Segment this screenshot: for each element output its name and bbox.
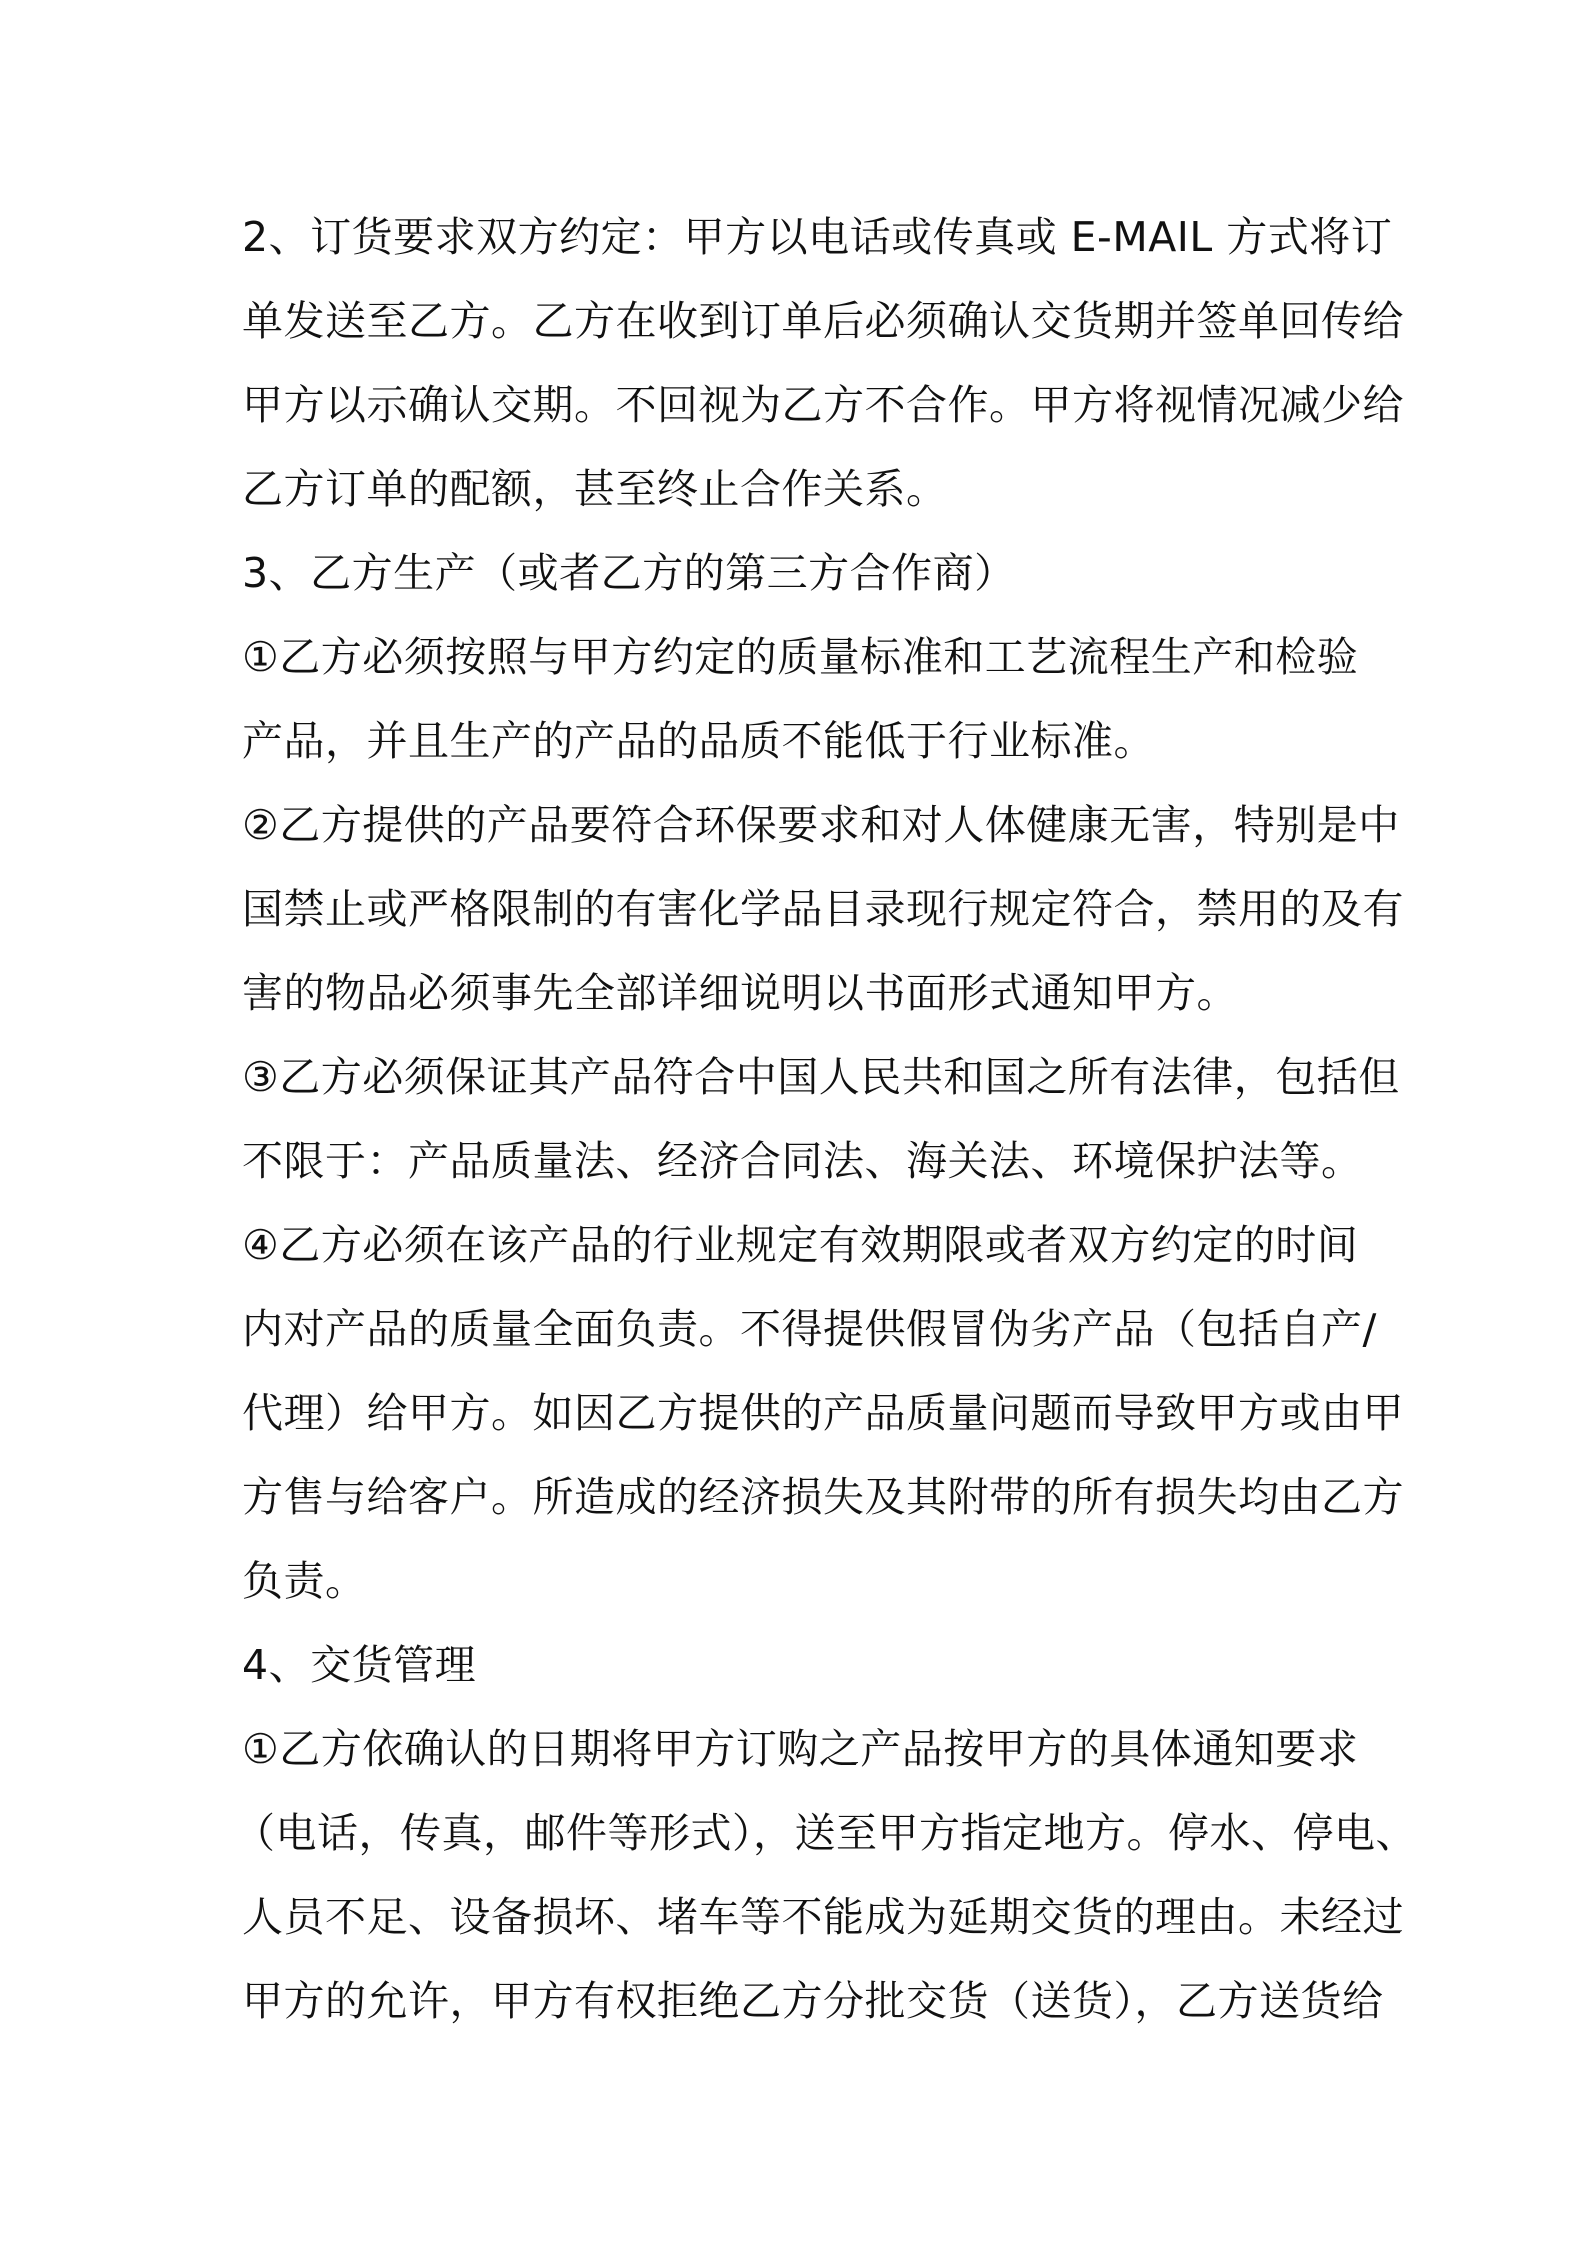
clause-3-item-2-line-3: 害的物品必须事先全部详细说明以书面形式通知甲方。 — [242, 969, 1238, 1017]
clause-3-item-3-line-1: ③乙方必须保证其产品符合中国人民共和国之所有法律，包括但 — [242, 1053, 1400, 1101]
clause-2-line-4: 乙方订单的配额，甚至终止合作关系。 — [242, 465, 948, 513]
clause-4-item-1-line-3: 人员不足、设备损坏、堵车等不能成为延期交货的理由。未经过 — [242, 1893, 1404, 1941]
clause-3-item-1-line-2: 产品，并且生产的产品的品质不能低于行业标准。 — [242, 717, 1155, 765]
document-body — [234, 195, 1417, 2043]
clause-4-item-1-line-4: 甲方的允许，甲方有权拒绝乙方分批交货（送货），乙方送货给 — [242, 1977, 1384, 2025]
clause-4-item-1-line-1: ①乙方依确认的日期将甲方订购之产品按甲方的具体通知要求 — [242, 1725, 1359, 1773]
clause-3-item-2-line-1: ②乙方提供的产品要符合环保要求和对人体健康无害，特别是中 — [242, 801, 1400, 849]
clause-3-item-3-line-2: 不限于：产品质量法、经济合同法、海关法、环境保护法等。 — [242, 1137, 1363, 1185]
clause-2-line-3: 甲方以示确认交期。不回视为乙方不合作。甲方将视情况减少给 — [242, 381, 1404, 429]
clause-4-item-1-line-2: （电话，传真，邮件等形式），送至甲方指定地方。停水、停电、 — [234, 1809, 1417, 1857]
clause-2-line-2: 单发送至乙方。乙方在收到订单后必须确认交货期并签单回传给 — [242, 297, 1404, 345]
clause-3-item-4-line-4: 方售与给客户。所造成的经济损失及其附带的所有损失均由乙方 — [242, 1473, 1404, 1521]
clause-2-line-1: 2、订货要求双方约定：甲方以电话或传真或 E-MAIL 方式将订 — [242, 213, 1393, 261]
clause-3-heading: 3、乙方生产（或者乙方的第三方合作商） — [242, 549, 1016, 597]
clause-4-heading: 4、交货管理 — [242, 1641, 477, 1689]
clause-3-item-4-line-5: 负责。 — [242, 1557, 367, 1605]
clause-3-item-1-line-1: ①乙方必须按照与甲方约定的质量标准和工艺流程生产和检验 — [242, 633, 1359, 681]
clause-3-item-4-line-1: ④乙方必须在该产品的行业规定有效期限或者双方约定的时间 — [242, 1221, 1359, 1269]
clause-3-item-4-line-2: 内对产品的质量全面负责。不得提供假冒伪劣产品（包括自产/ — [242, 1305, 1377, 1353]
clause-3-item-2-line-2: 国禁止或严格限制的有害化学品目录现行规定符合，禁用的及有 — [242, 885, 1404, 933]
clause-3-item-4-line-3: 代理）给甲方。如因乙方提供的产品质量问题而导致甲方或由甲 — [242, 1389, 1404, 1437]
